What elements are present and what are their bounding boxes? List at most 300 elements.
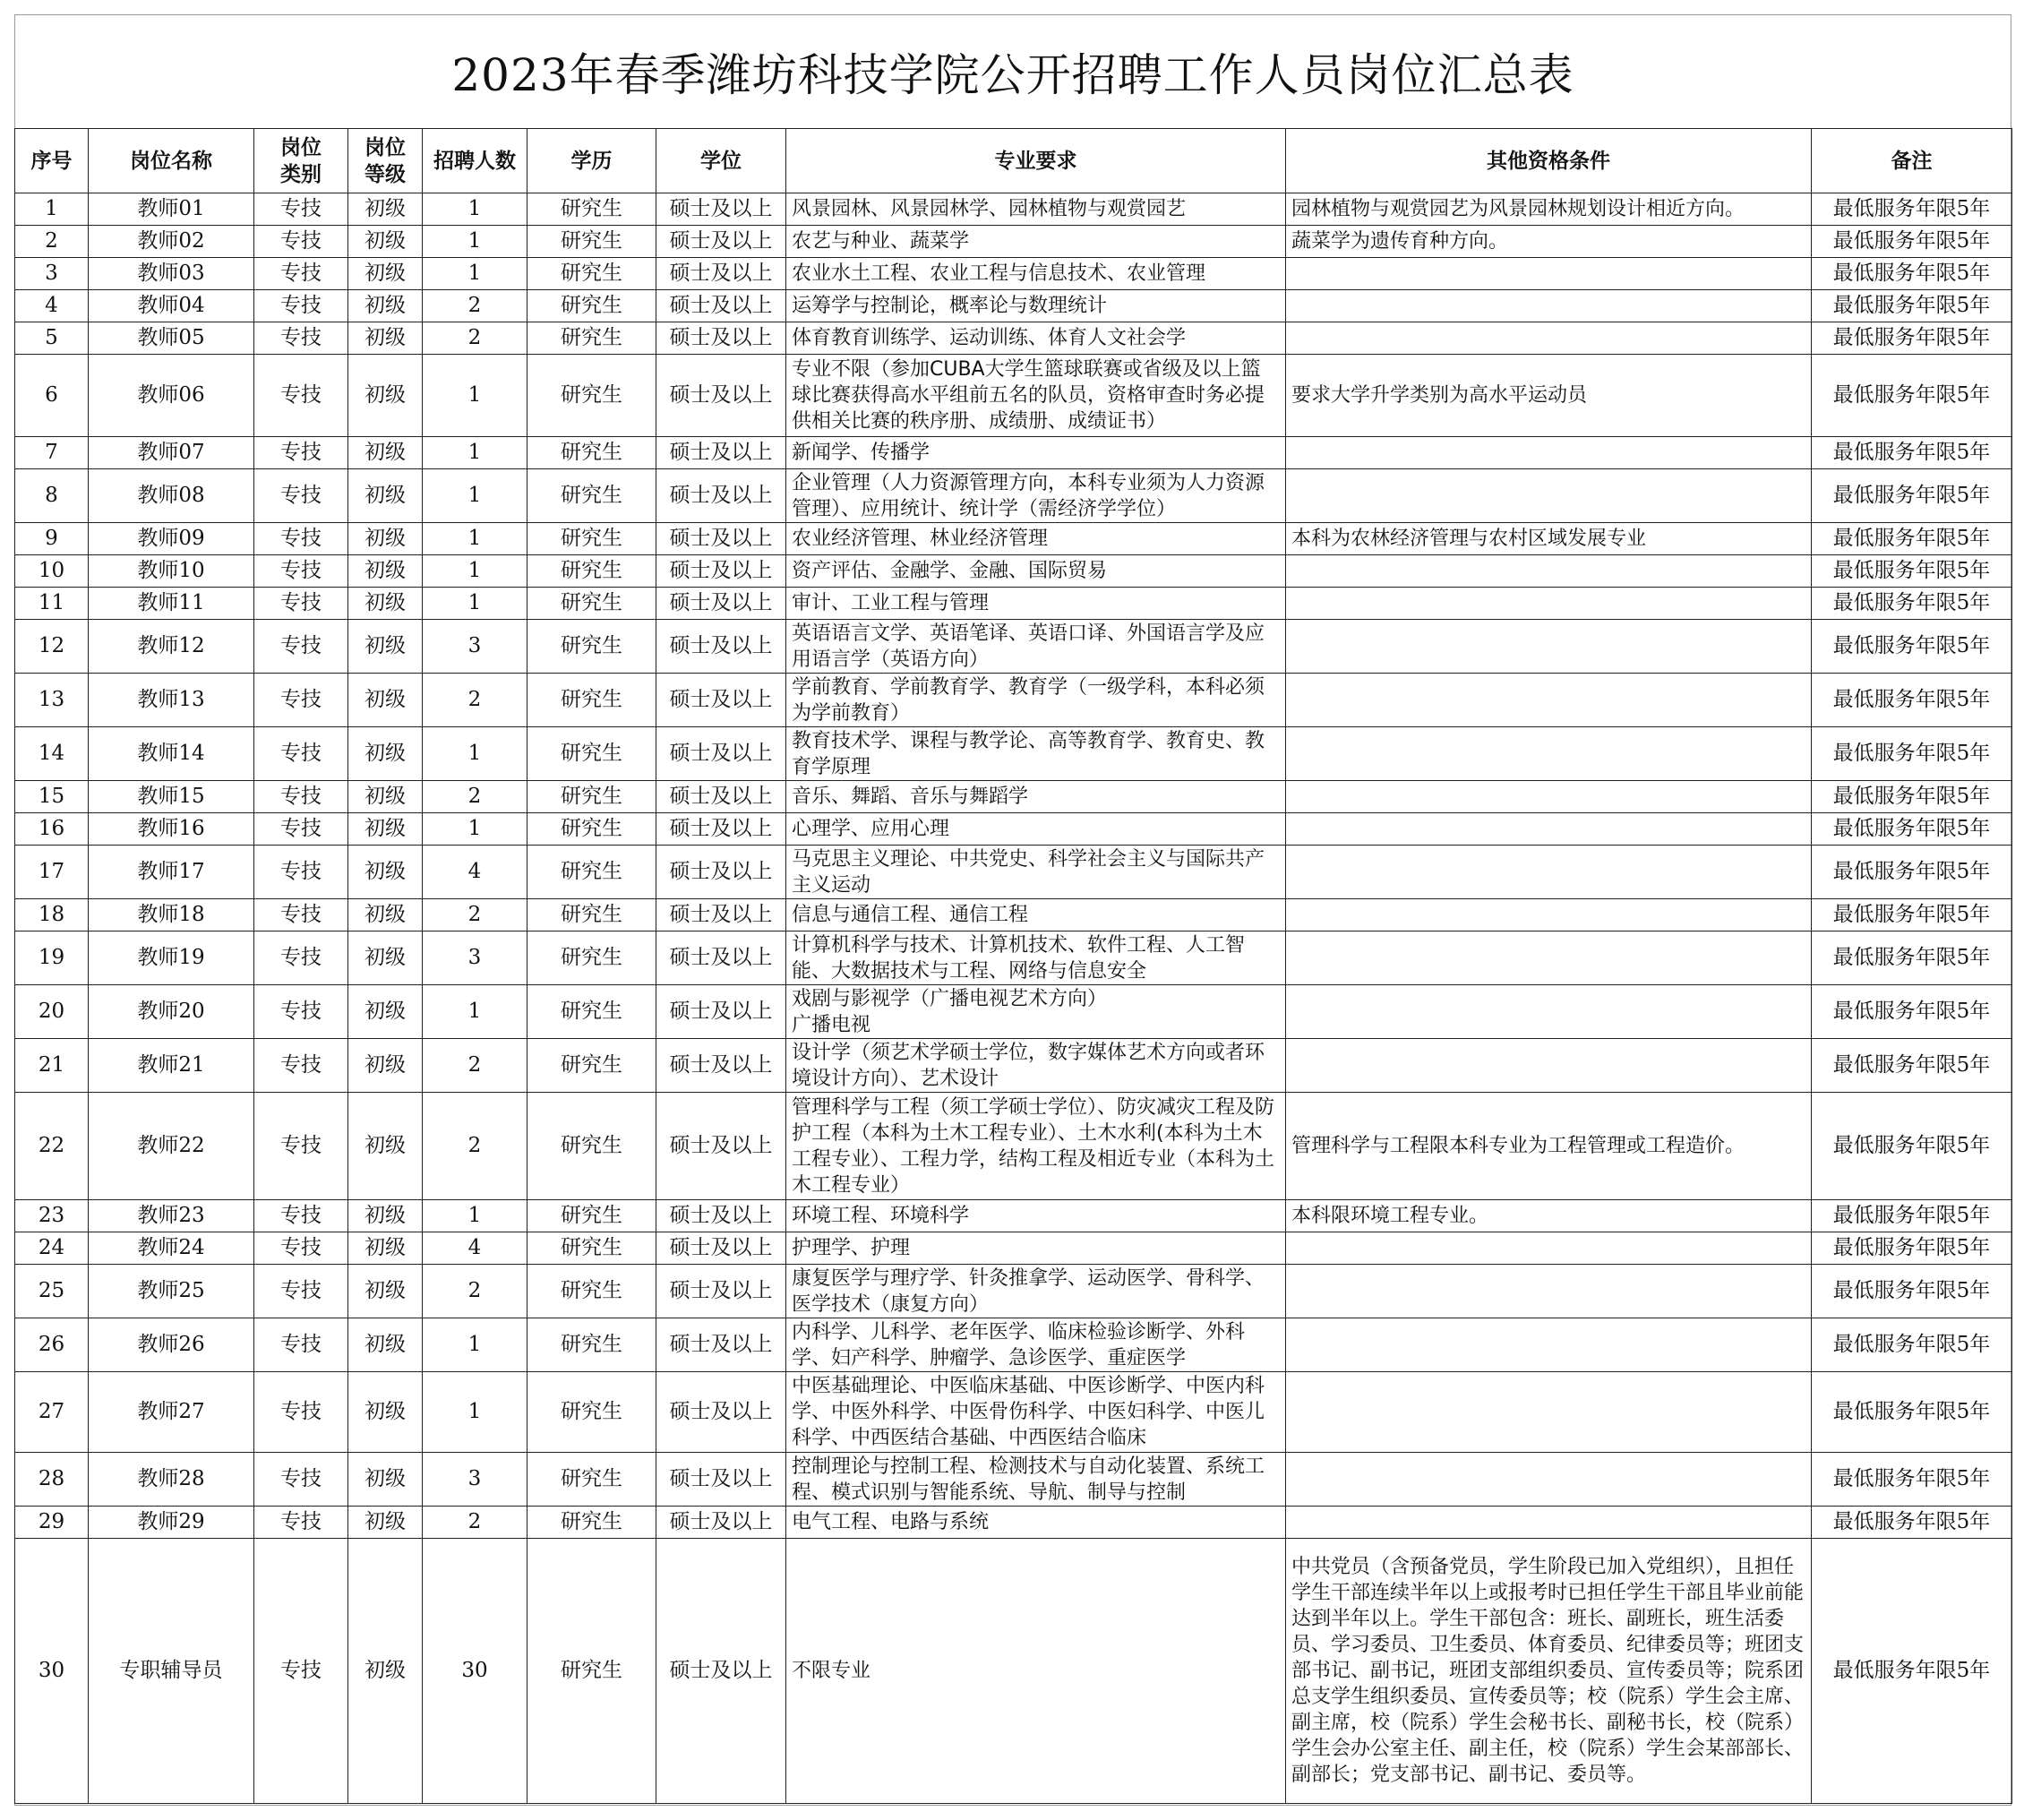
cell-major: 电气工程、电路与系统 [786, 1507, 1286, 1539]
cell-major: 护理学、护理 [786, 1232, 1286, 1265]
cell-other [1286, 1372, 1812, 1453]
cell-edu: 研究生 [527, 1453, 656, 1507]
cell-level: 初级 [348, 1372, 423, 1453]
cell-level: 初级 [348, 523, 423, 555]
cell-count: 2 [423, 781, 527, 813]
cell-type: 专技 [254, 437, 348, 469]
table-row [15, 846, 2012, 899]
cell-degree: 硕士及以上 [656, 931, 786, 985]
cell-major: 农业经济管理、林业经济管理 [786, 523, 1286, 555]
cell-other [1286, 1318, 1812, 1372]
cell-degree: 硕士及以上 [656, 322, 786, 355]
cell-level: 初级 [348, 469, 423, 523]
cell-no: 15 [15, 781, 89, 813]
cell-level: 初级 [348, 322, 423, 355]
cell-level: 初级 [348, 258, 423, 290]
cell-count: 1 [423, 555, 527, 588]
cell-edu: 研究生 [527, 846, 656, 899]
table-row [15, 258, 2012, 290]
cell-edu: 研究生 [527, 1232, 656, 1265]
cell-other [1286, 931, 1812, 985]
cell-degree: 硕士及以上 [656, 1539, 786, 1804]
cell-edu: 研究生 [527, 985, 656, 1039]
table-row [15, 322, 2012, 355]
cell-edu: 研究生 [527, 899, 656, 931]
table-row [15, 1200, 2012, 1232]
cell-name: 教师25 [89, 1265, 254, 1318]
cell-major: 管理科学与工程（须工学硕士学位）、防灾减灾工程及防护工程（本科为土木工程专业）、土木水利(本科为土木工程专业）、工程力学，结构工程及相近专业（本科为土木工程专业） [786, 1093, 1286, 1200]
table-row [15, 1539, 2012, 1804]
header-name: 岗位名称 [89, 129, 254, 193]
cell-note: 最低服务年限5年 [1812, 322, 2012, 355]
cell-major: 控制理论与控制工程、检测技术与自动化装置、系统工程、模式识别与智能系统、导航、制导与控制 [786, 1453, 1286, 1507]
cell-type: 专技 [254, 1507, 348, 1539]
cell-edu: 研究生 [527, 523, 656, 555]
table-row [15, 1093, 2012, 1200]
cell-major: 学前教育、学前教育学、教育学（一级学科，本科必须为学前教育） [786, 674, 1286, 727]
header-degree: 学位 [656, 129, 786, 193]
cell-major: 计算机科学与技术、计算机技术、软件工程、人工智能、大数据技术与工程、网络与信息安全 [786, 931, 1286, 985]
cell-degree: 硕士及以上 [656, 1093, 786, 1200]
cell-edu: 研究生 [527, 469, 656, 523]
cell-no: 3 [15, 258, 89, 290]
cell-type: 专技 [254, 193, 348, 226]
cell-name: 教师08 [89, 469, 254, 523]
cell-other [1286, 258, 1812, 290]
cell-no: 11 [15, 588, 89, 620]
cell-no: 10 [15, 555, 89, 588]
cell-other [1286, 322, 1812, 355]
cell-count: 1 [423, 727, 527, 781]
cell-level: 初级 [348, 437, 423, 469]
cell-type: 专技 [254, 355, 348, 437]
cell-edu: 研究生 [527, 437, 656, 469]
cell-edu: 研究生 [527, 1093, 656, 1200]
cell-note: 最低服务年限5年 [1812, 846, 2012, 899]
cell-major: 设计学（须艺术学硕士学位，数字媒体艺术方向或者环境设计方向）、艺术设计 [786, 1039, 1286, 1093]
cell-name: 教师03 [89, 258, 254, 290]
cell-name: 教师16 [89, 813, 254, 846]
header-note: 备注 [1812, 129, 2012, 193]
cell-edu: 研究生 [527, 355, 656, 437]
cell-edu: 研究生 [527, 1372, 656, 1453]
cell-name: 教师26 [89, 1318, 254, 1372]
cell-count: 2 [423, 290, 527, 322]
cell-count: 1 [423, 1200, 527, 1232]
table-row [15, 290, 2012, 322]
cell-name: 教师02 [89, 226, 254, 258]
cell-name: 教师07 [89, 437, 254, 469]
cell-note: 最低服务年限5年 [1812, 1093, 2012, 1200]
cell-type: 专技 [254, 1232, 348, 1265]
cell-edu: 研究生 [527, 226, 656, 258]
cell-no: 20 [15, 985, 89, 1039]
cell-count: 1 [423, 523, 527, 555]
cell-no: 6 [15, 355, 89, 437]
cell-other [1286, 290, 1812, 322]
cell-note: 最低服务年限5年 [1812, 1200, 2012, 1232]
cell-count: 4 [423, 1232, 527, 1265]
cell-no: 14 [15, 727, 89, 781]
cell-note: 最低服务年限5年 [1812, 258, 2012, 290]
cell-count: 1 [423, 193, 527, 226]
cell-edu: 研究生 [527, 555, 656, 588]
cell-degree: 硕士及以上 [656, 899, 786, 931]
header-level: 岗位 等级 [348, 129, 423, 193]
cell-level: 初级 [348, 781, 423, 813]
cell-note: 最低服务年限5年 [1812, 727, 2012, 781]
cell-major: 心理学、应用心理 [786, 813, 1286, 846]
cell-no: 21 [15, 1039, 89, 1093]
cell-edu: 研究生 [527, 258, 656, 290]
cell-degree: 硕士及以上 [656, 1453, 786, 1507]
cell-name: 专职辅导员 [89, 1539, 254, 1804]
cell-note: 最低服务年限5年 [1812, 1453, 2012, 1507]
cell-level: 初级 [348, 1265, 423, 1318]
table-row [15, 1039, 2012, 1093]
cell-count: 1 [423, 813, 527, 846]
cell-no: 18 [15, 899, 89, 931]
cell-other [1286, 469, 1812, 523]
cell-name: 教师14 [89, 727, 254, 781]
cell-name: 教师29 [89, 1507, 254, 1539]
cell-note: 最低服务年限5年 [1812, 1265, 2012, 1318]
table-row [15, 1507, 2012, 1539]
header-edu: 学历 [527, 129, 656, 193]
cell-level: 初级 [348, 1507, 423, 1539]
cell-count: 30 [423, 1539, 527, 1804]
cell-edu: 研究生 [527, 193, 656, 226]
cell-no: 9 [15, 523, 89, 555]
cell-name: 教师06 [89, 355, 254, 437]
cell-name: 教师12 [89, 620, 254, 674]
cell-note: 最低服务年限5年 [1812, 620, 2012, 674]
cell-level: 初级 [348, 1232, 423, 1265]
recruitment-table [14, 128, 2012, 1804]
table-row [15, 355, 2012, 437]
header-type: 岗位 类别 [254, 129, 348, 193]
cell-major: 农业水土工程、农业工程与信息技术、农业管理 [786, 258, 1286, 290]
cell-name: 教师13 [89, 674, 254, 727]
cell-note: 最低服务年限5年 [1812, 781, 2012, 813]
cell-other: 中共党员（含预备党员，学生阶段已加入党组织），且担任学生干部连续半年以上或报考时已担任学生干部且毕业前能达到半年以上。学生干部包含：班长、副班长，班生活委员、学习委员、卫生委员、体育委员、纪律委员等；班团支部书记、副书记，班团支部组织委员、宣传委员等；院系团总支学生组织委员、宣传委员等；校（院系）学生会主席、副主席，校（院系）学生会秘书长、副秘书长，校（院系）学生会办公室主任、副主任，校（院系）学生会某部部长、副部长；党支部书记、副书记、委员等。 [1286, 1539, 1812, 1804]
cell-no: 24 [15, 1232, 89, 1265]
cell-degree: 硕士及以上 [656, 437, 786, 469]
cell-count: 1 [423, 985, 527, 1039]
cell-no: 2 [15, 226, 89, 258]
header-no: 序号 [15, 129, 89, 193]
cell-type: 专技 [254, 620, 348, 674]
cell-type: 专技 [254, 985, 348, 1039]
cell-degree: 硕士及以上 [656, 727, 786, 781]
cell-type: 专技 [254, 1318, 348, 1372]
cell-note: 最低服务年限5年 [1812, 290, 2012, 322]
cell-no: 12 [15, 620, 89, 674]
cell-name: 教师10 [89, 555, 254, 588]
cell-name: 教师20 [89, 985, 254, 1039]
table-row [15, 781, 2012, 813]
cell-other [1286, 813, 1812, 846]
cell-name: 教师23 [89, 1200, 254, 1232]
header-other: 其他资格条件 [1286, 129, 1812, 193]
cell-note: 最低服务年限5年 [1812, 555, 2012, 588]
cell-no: 23 [15, 1200, 89, 1232]
cell-type: 专技 [254, 258, 348, 290]
cell-count: 3 [423, 931, 527, 985]
cell-major: 企业管理（人力资源管理方向，本科专业须为人力资源管理）、应用统计、统计学（需经济学学位） [786, 469, 1286, 523]
cell-edu: 研究生 [527, 1265, 656, 1318]
cell-major: 环境工程、环境科学 [786, 1200, 1286, 1232]
cell-degree: 硕士及以上 [656, 846, 786, 899]
cell-degree: 硕士及以上 [656, 813, 786, 846]
cell-level: 初级 [348, 1093, 423, 1200]
cell-no: 5 [15, 322, 89, 355]
cell-type: 专技 [254, 813, 348, 846]
cell-count: 2 [423, 1507, 527, 1539]
cell-other [1286, 985, 1812, 1039]
cell-edu: 研究生 [527, 620, 656, 674]
cell-name: 教师01 [89, 193, 254, 226]
cell-degree: 硕士及以上 [656, 355, 786, 437]
cell-no: 30 [15, 1539, 89, 1804]
cell-major: 专业不限（参加CUBA大学生篮球联赛或省级及以上篮球比赛获得高水平组前五名的队员，资格审查时务必提供相关比赛的秩序册、成绩册、成绩证书） [786, 355, 1286, 437]
table-row [15, 985, 2012, 1039]
cell-degree: 硕士及以上 [656, 1265, 786, 1318]
cell-count: 1 [423, 226, 527, 258]
cell-no: 4 [15, 290, 89, 322]
cell-major: 戏剧与影视学（广播电视艺术方向） 广播电视 [786, 985, 1286, 1039]
cell-degree: 硕士及以上 [656, 1372, 786, 1453]
cell-other [1286, 588, 1812, 620]
cell-level: 初级 [348, 846, 423, 899]
cell-edu: 研究生 [527, 1539, 656, 1804]
cell-degree: 硕士及以上 [656, 1039, 786, 1093]
cell-count: 3 [423, 620, 527, 674]
cell-note: 最低服务年限5年 [1812, 469, 2012, 523]
cell-type: 专技 [254, 899, 348, 931]
cell-edu: 研究生 [527, 1200, 656, 1232]
cell-no: 17 [15, 846, 89, 899]
table-row [15, 674, 2012, 727]
cell-degree: 硕士及以上 [656, 1232, 786, 1265]
cell-edu: 研究生 [527, 1318, 656, 1372]
cell-major: 教育技术学、课程与教学论、高等教育学、教育史、教育学原理 [786, 727, 1286, 781]
cell-edu: 研究生 [527, 674, 656, 727]
cell-other [1286, 846, 1812, 899]
cell-name: 教师15 [89, 781, 254, 813]
cell-count: 2 [423, 899, 527, 931]
table-row [15, 899, 2012, 931]
cell-count: 3 [423, 1453, 527, 1507]
cell-name: 教师09 [89, 523, 254, 555]
cell-count: 2 [423, 674, 527, 727]
cell-no: 13 [15, 674, 89, 727]
cell-edu: 研究生 [527, 290, 656, 322]
table-row [15, 193, 2012, 226]
cell-degree: 硕士及以上 [656, 1507, 786, 1539]
cell-note: 最低服务年限5年 [1812, 931, 2012, 985]
cell-name: 教师28 [89, 1453, 254, 1507]
cell-name: 教师05 [89, 322, 254, 355]
cell-other [1286, 781, 1812, 813]
cell-no: 8 [15, 469, 89, 523]
cell-other [1286, 1507, 1812, 1539]
cell-name: 教师24 [89, 1232, 254, 1265]
cell-major: 农艺与种业、蔬菜学 [786, 226, 1286, 258]
cell-other [1286, 1039, 1812, 1093]
cell-note: 最低服务年限5年 [1812, 899, 2012, 931]
cell-other [1286, 620, 1812, 674]
cell-edu: 研究生 [527, 1507, 656, 1539]
cell-level: 初级 [348, 1200, 423, 1232]
cell-degree: 硕士及以上 [656, 193, 786, 226]
cell-type: 专技 [254, 1093, 348, 1200]
cell-count: 4 [423, 846, 527, 899]
cell-major: 体育教育训练学、运动训练、体育人文社会学 [786, 322, 1286, 355]
cell-note: 最低服务年限5年 [1812, 523, 2012, 555]
cell-major: 马克思主义理论、中共党史、科学社会主义与国际共产主义运动 [786, 846, 1286, 899]
cell-type: 专技 [254, 588, 348, 620]
cell-count: 2 [423, 322, 527, 355]
cell-edu: 研究生 [527, 813, 656, 846]
cell-level: 初级 [348, 985, 423, 1039]
cell-degree: 硕士及以上 [656, 781, 786, 813]
cell-major: 风景园林、风景园林学、园林植物与观赏园艺 [786, 193, 1286, 226]
cell-degree: 硕士及以上 [656, 674, 786, 727]
table-row [15, 588, 2012, 620]
cell-note: 最低服务年限5年 [1812, 588, 2012, 620]
cell-type: 专技 [254, 469, 348, 523]
cell-other [1286, 1453, 1812, 1507]
cell-degree: 硕士及以上 [656, 620, 786, 674]
cell-other: 本科为农林经济管理与农村区域发展专业 [1286, 523, 1812, 555]
cell-other [1286, 555, 1812, 588]
cell-type: 专技 [254, 322, 348, 355]
cell-no: 19 [15, 931, 89, 985]
cell-name: 教师27 [89, 1372, 254, 1453]
cell-level: 初级 [348, 555, 423, 588]
cell-type: 专技 [254, 1539, 348, 1804]
table-row [15, 620, 2012, 674]
cell-no: 7 [15, 437, 89, 469]
cell-other: 管理科学与工程限本科专业为工程管理或工程造价。 [1286, 1093, 1812, 1200]
cell-name: 教师11 [89, 588, 254, 620]
cell-type: 专技 [254, 555, 348, 588]
cell-other: 蔬菜学为遗传育种方向。 [1286, 226, 1812, 258]
cell-type: 专技 [254, 727, 348, 781]
cell-other [1286, 727, 1812, 781]
cell-level: 初级 [348, 899, 423, 931]
cell-edu: 研究生 [527, 781, 656, 813]
cell-degree: 硕士及以上 [656, 469, 786, 523]
cell-type: 专技 [254, 523, 348, 555]
cell-count: 1 [423, 588, 527, 620]
table-row [15, 555, 2012, 588]
cell-count: 1 [423, 1372, 527, 1453]
cell-type: 专技 [254, 846, 348, 899]
cell-level: 初级 [348, 193, 423, 226]
cell-no: 28 [15, 1453, 89, 1507]
cell-type: 专技 [254, 226, 348, 258]
cell-level: 初级 [348, 226, 423, 258]
cell-edu: 研究生 [527, 588, 656, 620]
cell-note: 最低服务年限5年 [1812, 674, 2012, 727]
cell-major: 康复医学与理疗学、针灸推拿学、运动医学、骨科学、医学技术（康复方向） [786, 1265, 1286, 1318]
cell-no: 26 [15, 1318, 89, 1372]
cell-name: 教师22 [89, 1093, 254, 1200]
table-row [15, 727, 2012, 781]
cell-note: 最低服务年限5年 [1812, 226, 2012, 258]
cell-degree: 硕士及以上 [656, 1318, 786, 1372]
cell-type: 专技 [254, 1039, 348, 1093]
cell-level: 初级 [348, 620, 423, 674]
cell-type: 专技 [254, 674, 348, 727]
header-count: 招聘人数 [423, 129, 527, 193]
cell-type: 专技 [254, 1200, 348, 1232]
cell-note: 最低服务年限5年 [1812, 193, 2012, 226]
cell-note: 最低服务年限5年 [1812, 985, 2012, 1039]
cell-note: 最低服务年限5年 [1812, 437, 2012, 469]
cell-edu: 研究生 [527, 322, 656, 355]
table-row [15, 523, 2012, 555]
cell-note: 最低服务年限5年 [1812, 1372, 2012, 1453]
table-row [15, 1372, 2012, 1453]
cell-level: 初级 [348, 1318, 423, 1372]
cell-level: 初级 [348, 1039, 423, 1093]
cell-level: 初级 [348, 588, 423, 620]
cell-major: 内科学、儿科学、老年医学、临床检验诊断学、外科学、妇产科学、肿瘤学、急诊医学、重症医学 [786, 1318, 1286, 1372]
cell-level: 初级 [348, 813, 423, 846]
header-major: 专业要求 [786, 129, 1286, 193]
cell-no: 22 [15, 1093, 89, 1200]
cell-other [1286, 1232, 1812, 1265]
cell-major: 资产评估、金融学、金融、国际贸易 [786, 555, 1286, 588]
cell-type: 专技 [254, 781, 348, 813]
cell-degree: 硕士及以上 [656, 226, 786, 258]
cell-degree: 硕士及以上 [656, 1200, 786, 1232]
cell-level: 初级 [348, 290, 423, 322]
cell-edu: 研究生 [527, 1039, 656, 1093]
cell-note: 最低服务年限5年 [1812, 1539, 2012, 1804]
cell-no: 1 [15, 193, 89, 226]
cell-major: 音乐、舞蹈、音乐与舞蹈学 [786, 781, 1286, 813]
cell-note: 最低服务年限5年 [1812, 355, 2012, 437]
cell-major: 运筹学与控制论，概率论与数理统计 [786, 290, 1286, 322]
cell-name: 教师19 [89, 931, 254, 985]
cell-degree: 硕士及以上 [656, 588, 786, 620]
cell-note: 最低服务年限5年 [1812, 1318, 2012, 1372]
cell-other [1286, 1265, 1812, 1318]
cell-name: 教师18 [89, 899, 254, 931]
cell-other: 本科限环境工程专业。 [1286, 1200, 1812, 1232]
cell-major: 不限专业 [786, 1539, 1286, 1804]
table-row [15, 437, 2012, 469]
cell-no: 16 [15, 813, 89, 846]
cell-name: 教师04 [89, 290, 254, 322]
cell-major: 新闻学、传播学 [786, 437, 1286, 469]
cell-level: 初级 [348, 355, 423, 437]
cell-major: 信息与通信工程、通信工程 [786, 899, 1286, 931]
table-row [15, 1232, 2012, 1265]
cell-count: 2 [423, 1039, 527, 1093]
cell-type: 专技 [254, 290, 348, 322]
table-row [15, 813, 2012, 846]
table-row [15, 1318, 2012, 1372]
document-title: 2023年春季潍坊科技学院公开招聘工作人员岗位汇总表 [451, 49, 1574, 101]
cell-level: 初级 [348, 931, 423, 985]
cell-edu: 研究生 [527, 727, 656, 781]
cell-note: 最低服务年限5年 [1812, 1039, 2012, 1093]
